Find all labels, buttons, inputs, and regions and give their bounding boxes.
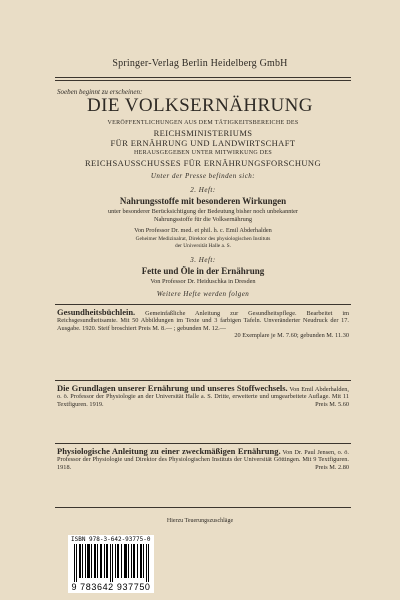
entry-gesundheitsbuechlein bbox=[57, 309, 349, 340]
entry-text: Von Dr. Paul Jensen, o. ö. Professor der Physiologie und Direktor des Physiologischen Instituts der Universität Göttingen. Mit 9 Textfiguren. 1918. bbox=[57, 449, 349, 471]
series-subtitle-4: HERAUSGEGEBEN UNTER MITWIRKUNG DES bbox=[133, 150, 273, 156]
more-volumes-note: Weitere Hefte werden folgen bbox=[156, 290, 250, 298]
heft2-author-title-1: Geheimer Medizinalrat, Direktor des physiologischen Instituts bbox=[135, 236, 271, 242]
series-subtitle-5: REICHSAUSSCHUSSES FÜR ERNÄHRUNGSFORSCHUNG bbox=[84, 158, 322, 168]
heft3-author: Von Professor Dr. Heiduschka in Dresden bbox=[150, 278, 256, 285]
entry-price: Preis M. 2.80 bbox=[315, 463, 349, 471]
heft3-label: 3. Heft: bbox=[190, 256, 216, 264]
heft2-desc-2: Nahrungsstoffe für die Volksernährung bbox=[153, 216, 253, 223]
price-surcharge-note: Hierzu Teuerungszuschläge bbox=[166, 518, 234, 524]
entry-title: Gesundheitsbüchlein. bbox=[57, 307, 136, 317]
entry-title: Die Grundlagen unserer Ernährung und unseres Stoffwechsels. bbox=[57, 383, 288, 393]
divider-3 bbox=[55, 443, 351, 444]
top-rule-inner bbox=[55, 80, 351, 81]
isbn-barcode bbox=[68, 535, 154, 593]
series-subtitle-1: VERÖFFENTLICHUNGEN AUS DEM TÄTIGKEITSBEREICHE DES bbox=[107, 120, 299, 126]
heft2-desc-1: unter besonderer Berücksichtigung der Bedeutung bisher noch unbekannter bbox=[107, 208, 299, 215]
series-subtitle-2: REICHSMINISTERIUMS bbox=[153, 128, 253, 138]
entry-price: 20 Exemplare je M. 7.60; gebunden M. 11.30 bbox=[234, 332, 349, 340]
heft2-author-title-2: der Universität Halle a. S. bbox=[175, 243, 231, 249]
entry-anleitung bbox=[57, 448, 349, 471]
intro-text: Soeben beginnt zu erscheinen: bbox=[57, 88, 143, 96]
entry-text: Gemeinfaßliche Anleitung zur Gesundheitspflege. Bearbeitet im Reichsgesundheitsamte. Mit 50 Abbildungen im Texte und 3 farbigen Tafeln. Unveränderter Neudruck der 17. Ausgabe. 1920. Steif broschiert Preis M. 8.— ; gebunden M. 12.— bbox=[57, 310, 350, 332]
in-press-note: Unter der Presse befinden sich: bbox=[150, 172, 256, 180]
series-title: DIE VOLKSERNÄHRUNG bbox=[87, 95, 313, 116]
series-subtitle-3: FÜR ERNÄHRUNG UND LANDWIRTSCHAFT bbox=[110, 138, 296, 148]
heft3-title: Fette und Öle in der Ernährung bbox=[141, 266, 265, 276]
heft2-author: Von Professor Dr. med. et phil. h. c. Emil Abderhalden bbox=[134, 227, 272, 234]
divider-1 bbox=[55, 304, 351, 305]
top-rule bbox=[55, 77, 351, 78]
heft2-title: Nahrungsstoffe mit besonderen Wirkungen bbox=[119, 196, 287, 206]
heft2-label: 2. Heft: bbox=[190, 186, 216, 194]
entry-price: Preis M. 5.60 bbox=[315, 400, 349, 408]
isbn-label: ISBN 978-3-642-93775-0 bbox=[71, 536, 151, 543]
divider-2 bbox=[55, 380, 351, 381]
barcode-digits: 9 783642 937750 bbox=[71, 582, 151, 592]
barcode-icon bbox=[74, 544, 150, 582]
entry-text: Von Emil Abderhalden, o. ö. Professor der Physiologie an der Universität Halle a. S. Dritte, erweiterte und umgearbeitete Auflage. Mit 11 Textfiguren. 1919. bbox=[57, 386, 350, 408]
entry-grundlagen bbox=[57, 385, 349, 408]
publisher-name: Springer-Verlag Berlin Heidelberg GmbH bbox=[112, 58, 288, 69]
divider-4 bbox=[55, 507, 351, 508]
entry-title: Physiologische Anleitung zu einer zweckmäßigen Ernährung. bbox=[57, 446, 281, 456]
